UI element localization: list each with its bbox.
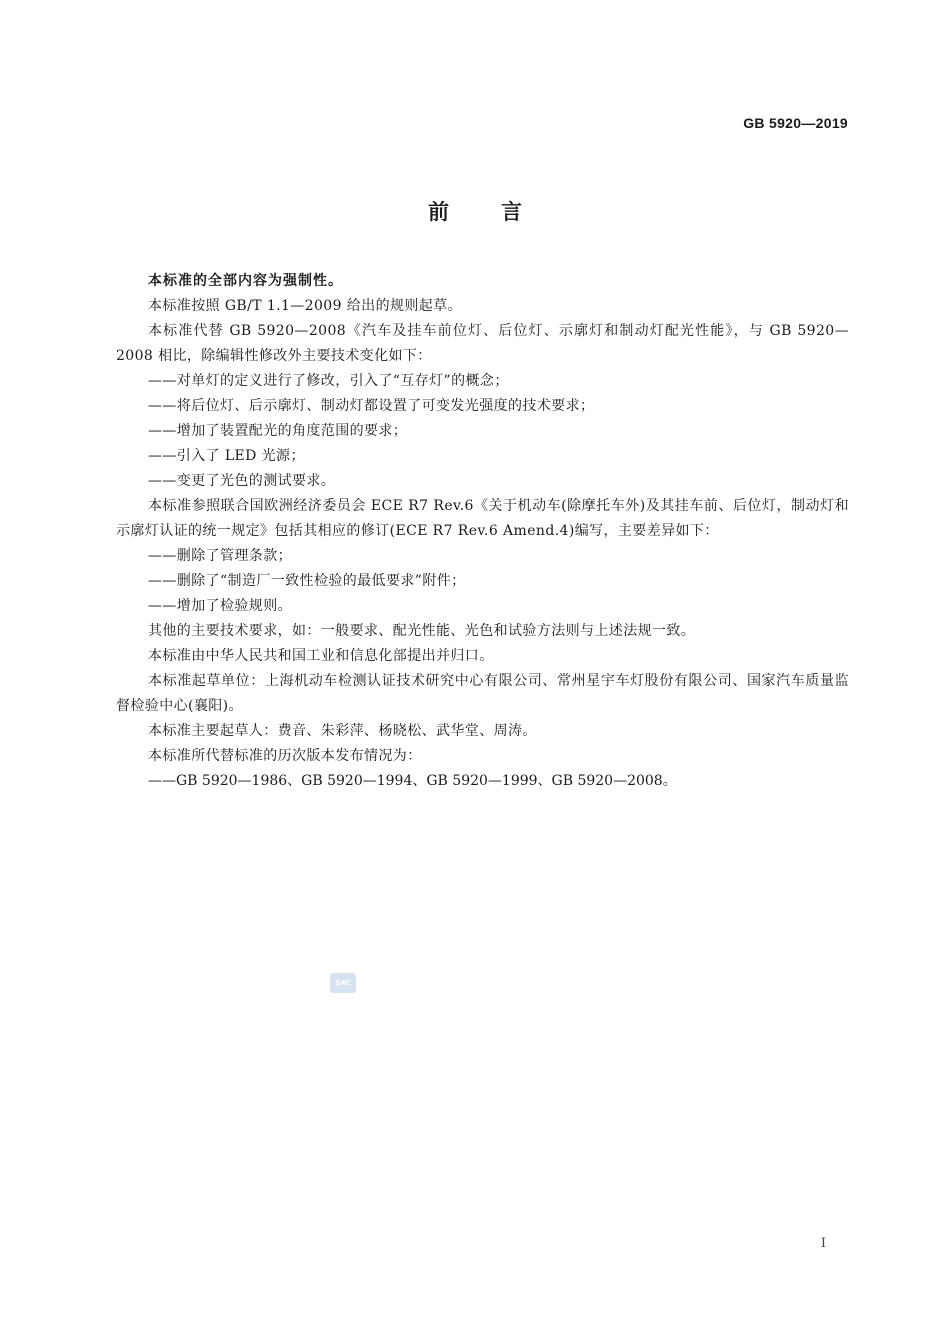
page-number: I (820, 1236, 826, 1251)
list-item: ——删除了“制造厂一致性检验的最低要求”附件； (148, 573, 466, 589)
paragraph: 本标准主要起草人：费音、朱彩萍、杨晓松、武华堂、周涛。 (148, 723, 537, 739)
sac-watermark-logo: SAC (330, 973, 356, 993)
foreword-body (116, 269, 849, 794)
list-item: ——将后位灯、后示廓灯、制动灯都设置了可变发光强度的技术要求； (148, 398, 595, 414)
paragraph-mandatory: 本标准的全部内容为强制性。 (148, 273, 343, 289)
page-title: 前言 (428, 200, 574, 224)
paragraph: 其他的主要技术要求，如：一般要求、配光性能、光色和试验方法则与上述法规一致。 (148, 623, 696, 639)
paragraph: 本标准代替 GB 5920—2008《汽车及挂车前位灯、后位灯、示廓灯和制动灯配光性能》，与 GB 5920—2008 相比，除编辑性修改外主要技术变化如下： (116, 323, 849, 364)
list-item: ——增加了装置配光的角度范围的要求； (148, 423, 408, 439)
list-item: ——GB 5920—1986、GB 5920—1994、GB 5920—1999、GB 5920—2008。 (148, 773, 677, 789)
list-item: ——对单灯的定义进行了修改，引入了“互存灯”的概念； (148, 373, 509, 389)
paragraph: 本标准所代替标准的历次版本发布情况为： (148, 748, 422, 764)
list-item: ——删除了管理条款； (148, 548, 292, 564)
paragraph: 本标准由中华人民共和国工业和信息化部提出并归口。 (148, 648, 494, 664)
paragraph: 本标准参照联合国欧洲经济委员会 ECE R7 Rev.6《关于机动车(除摩托车外)及其挂车前、后位灯，制动灯和示廓灯认证的统一规定》包括其相应的修订(ECE R7 Rev.6 Amend.4)编写，主要差异如下： (116, 498, 849, 539)
paragraph: 本标准按照 GB/T 1.1—2009 给出的规则起草。 (148, 298, 462, 314)
list-item: ——变更了光色的测试要求。 (148, 473, 336, 489)
paragraph: 本标准起草单位：上海机动车检测认证技术研究中心有限公司、常州星宇车灯股份有限公司、国家汽车质量监督检验中心(襄阳)。 (116, 673, 849, 714)
list-item: ——增加了检验规则。 (148, 598, 292, 614)
list-item: ——引入了 LED 光源； (148, 448, 305, 464)
standard-code: GB 5920—2019 (743, 115, 848, 131)
